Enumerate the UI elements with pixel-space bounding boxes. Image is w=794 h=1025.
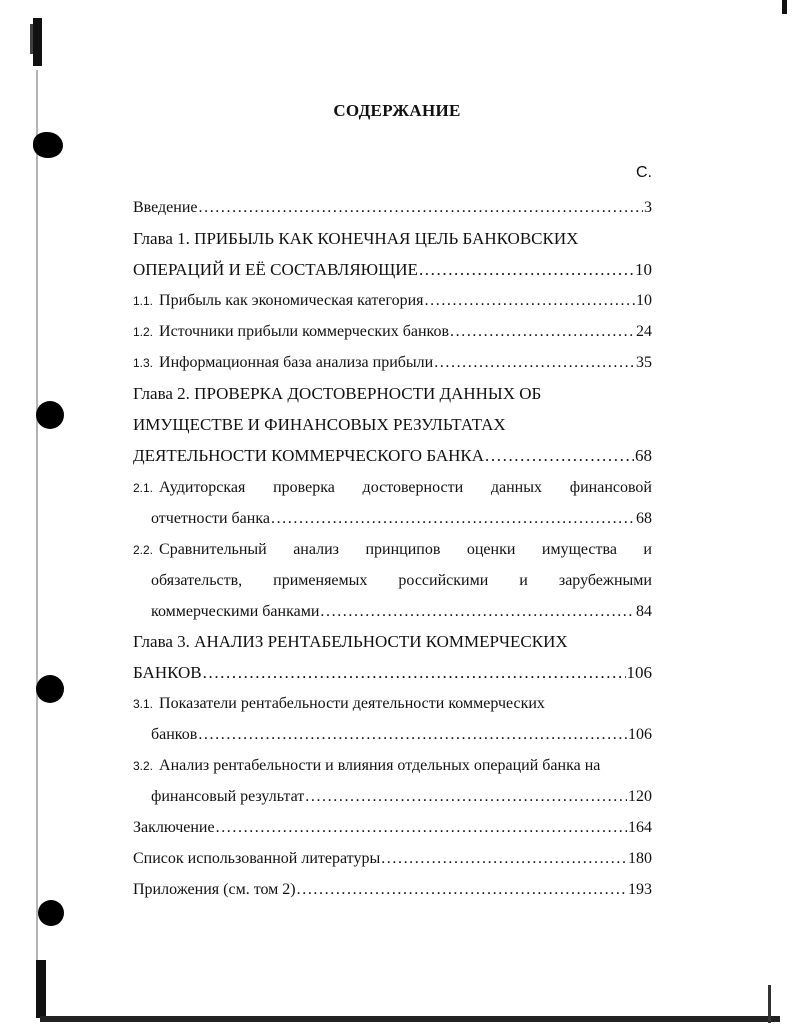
toc-page-number: 193 bbox=[628, 881, 652, 898]
punch-hole-icon bbox=[33, 132, 63, 158]
toc-entry-word: и bbox=[643, 541, 652, 558]
toc-entry-word: анализ bbox=[293, 541, 339, 558]
toc-entry-introduction bbox=[133, 192, 652, 223]
toc-section-2-1-line-1 bbox=[133, 472, 652, 503]
toc-entry-word: обязательств, bbox=[151, 572, 243, 589]
dot-leader bbox=[297, 874, 627, 905]
toc-page-number: 120 bbox=[628, 788, 652, 805]
toc-entry-word: принципов bbox=[365, 541, 441, 558]
toc-entry-word: и bbox=[519, 572, 528, 589]
toc-entry-word: зарубежными bbox=[558, 572, 652, 589]
toc-entry-word: финансовой bbox=[569, 479, 652, 496]
punch-hole-icon bbox=[36, 675, 64, 703]
toc-entry-title: Глава 2. ПРОВЕРКА ДОСТОВЕРНОСТИ ДАННЫХ ОБ bbox=[133, 384, 542, 403]
dot-leader bbox=[419, 254, 634, 285]
toc-entry-word: Сравнительный bbox=[159, 541, 267, 558]
toc-entry-title: ИМУЩЕСТВЕ И ФИНАНСОВЫХ РЕЗУЛЬТАТАХ bbox=[133, 415, 506, 434]
toc-section-3-1-line-2 bbox=[151, 719, 652, 750]
toc-section-1-3 bbox=[133, 347, 652, 378]
toc-section-2-2-line-3 bbox=[151, 596, 652, 627]
toc-section-2-2-line-1 bbox=[133, 534, 652, 565]
page-title: СОДЕРЖАНИЕ bbox=[333, 101, 461, 120]
punch-hole-icon bbox=[36, 401, 64, 429]
toc-section-2-2-line-2 bbox=[151, 565, 652, 596]
toc-entry-title: Источники прибыли коммерческих банков bbox=[159, 323, 450, 340]
dot-leader bbox=[271, 503, 635, 534]
toc-entry-title: Глава 3. АНАЛИЗ РЕНТАБЕЛЬНОСТИ КОММЕРЧЕСКИХ bbox=[133, 632, 568, 651]
toc-entry-word: Аудиторская bbox=[159, 479, 246, 496]
toc-chapter-3-line-2 bbox=[133, 657, 652, 688]
toc-entry-word: имущества bbox=[541, 541, 617, 558]
toc-page-number: 3 bbox=[644, 199, 652, 216]
section-number: 1.2. bbox=[133, 325, 154, 339]
dot-leader bbox=[381, 843, 627, 874]
toc-entry-title: ДЕЯТЕЛЬНОСТИ КОММЕРЧЕСКОГО БАНКА bbox=[133, 446, 485, 465]
scan-artifact-mark bbox=[782, 0, 787, 14]
section-number: 3.2. bbox=[133, 759, 154, 773]
toc-page-number: 68 bbox=[636, 510, 652, 527]
toc-entry-title: Введение bbox=[133, 199, 198, 216]
scan-artifact-binding-mark bbox=[30, 24, 34, 54]
toc-entry-word: достоверности bbox=[362, 479, 464, 496]
toc-entry-references bbox=[133, 843, 652, 874]
dot-leader bbox=[485, 440, 634, 471]
dot-leader bbox=[203, 657, 626, 688]
toc-page-number: 106 bbox=[626, 663, 652, 682]
toc-chapter-1-line-2 bbox=[133, 254, 652, 285]
toc-entry-conclusion bbox=[133, 812, 652, 843]
dot-leader bbox=[450, 316, 635, 347]
toc-entry-title: Информационная база анализа прибыли bbox=[159, 354, 434, 371]
toc-entry-title: отчетности банка bbox=[151, 510, 270, 527]
toc-entry-word bbox=[133, 472, 245, 504]
toc-entry-title: Прибыль как экономическая категория bbox=[159, 292, 424, 309]
toc-page-number: 164 bbox=[628, 819, 652, 836]
toc-entry-title: коммерческими банками bbox=[151, 603, 320, 620]
scan-artifact-binding-mark bbox=[33, 18, 42, 66]
punch-hole-icon bbox=[38, 900, 64, 926]
toc-entry-word: проверка bbox=[273, 479, 335, 496]
dot-leader bbox=[198, 719, 627, 750]
scan-artifact-binding-mark bbox=[36, 960, 46, 1018]
toc-page-number: 68 bbox=[635, 446, 652, 465]
scan-artifact-edge-line bbox=[36, 70, 38, 970]
section-number: 2.1. bbox=[133, 481, 154, 495]
toc-entry-word: оценки bbox=[466, 541, 516, 558]
toc-chapter-2-line-3 bbox=[133, 440, 652, 471]
toc-section-3-2-line-2 bbox=[151, 781, 652, 812]
section-number: 3.1. bbox=[133, 697, 154, 711]
toc-entry-title: ОПЕРАЦИЙ И ЕЁ СОСТАВЛЯЮЩИЕ bbox=[133, 260, 418, 279]
toc-section-1-2 bbox=[133, 316, 652, 347]
toc-section-1-1 bbox=[133, 285, 652, 316]
dot-leader bbox=[434, 347, 635, 378]
toc-chapter-2-line-2 bbox=[133, 409, 652, 440]
section-number: 1.3. bbox=[133, 356, 154, 370]
toc-entry-title: Глава 1. ПРИБЫЛЬ КАК КОНЕЧНАЯ ЦЕЛЬ БАНКОВСКИХ bbox=[133, 229, 579, 248]
toc-chapter-3-line-1 bbox=[133, 626, 652, 657]
toc-page-number: 24 bbox=[636, 323, 652, 340]
toc-page-number: 10 bbox=[635, 260, 652, 279]
toc-chapter-1-line-1 bbox=[133, 223, 652, 254]
scan-artifact-mark bbox=[768, 985, 771, 1023]
dot-leader bbox=[305, 781, 627, 812]
toc-chapter-2-line-1 bbox=[133, 378, 652, 409]
page-column-label: С. bbox=[636, 164, 652, 181]
toc-entry-title: Показатели рентабельности деятельности коммерческих bbox=[159, 695, 545, 712]
toc-page-number: 10 bbox=[636, 292, 652, 309]
toc-entry-word: данных bbox=[490, 479, 542, 496]
dot-leader bbox=[425, 285, 635, 316]
scan-artifact-bottom-edge bbox=[40, 1016, 780, 1022]
dot-leader bbox=[320, 596, 635, 627]
toc-section-3-1-line-1 bbox=[133, 688, 652, 719]
toc-entry-title: банков bbox=[151, 726, 198, 743]
toc-entry-word: российскими bbox=[398, 572, 489, 589]
toc-entry-word bbox=[133, 534, 267, 566]
toc-entry-title: финансовый результат bbox=[151, 788, 305, 805]
toc-entry-title: Заключение bbox=[133, 819, 215, 836]
dot-leader bbox=[199, 192, 644, 223]
toc-page-number: 35 bbox=[636, 354, 652, 371]
toc-entry-appendix bbox=[133, 874, 652, 905]
section-number: 2.2. bbox=[133, 543, 154, 557]
toc-page-number: 84 bbox=[636, 603, 652, 620]
toc-entry-word: применяемых bbox=[273, 572, 368, 589]
toc-page-number: 106 bbox=[628, 726, 652, 743]
toc-entry-title: Приложения (см. том 2) bbox=[133, 881, 296, 898]
dot-leader bbox=[216, 812, 627, 843]
toc-entry-title: Список использованной литературы bbox=[133, 850, 381, 867]
toc-section-2-1-line-2 bbox=[151, 503, 652, 534]
toc-entry-title: Анализ рентабельности и влияния отдельных операций банка на bbox=[159, 757, 601, 774]
toc-entry-title: БАНКОВ bbox=[133, 663, 202, 682]
section-number: 1.1. bbox=[133, 294, 154, 308]
toc-page-number: 180 bbox=[628, 850, 652, 867]
toc-section-3-2-line-1 bbox=[133, 750, 652, 781]
